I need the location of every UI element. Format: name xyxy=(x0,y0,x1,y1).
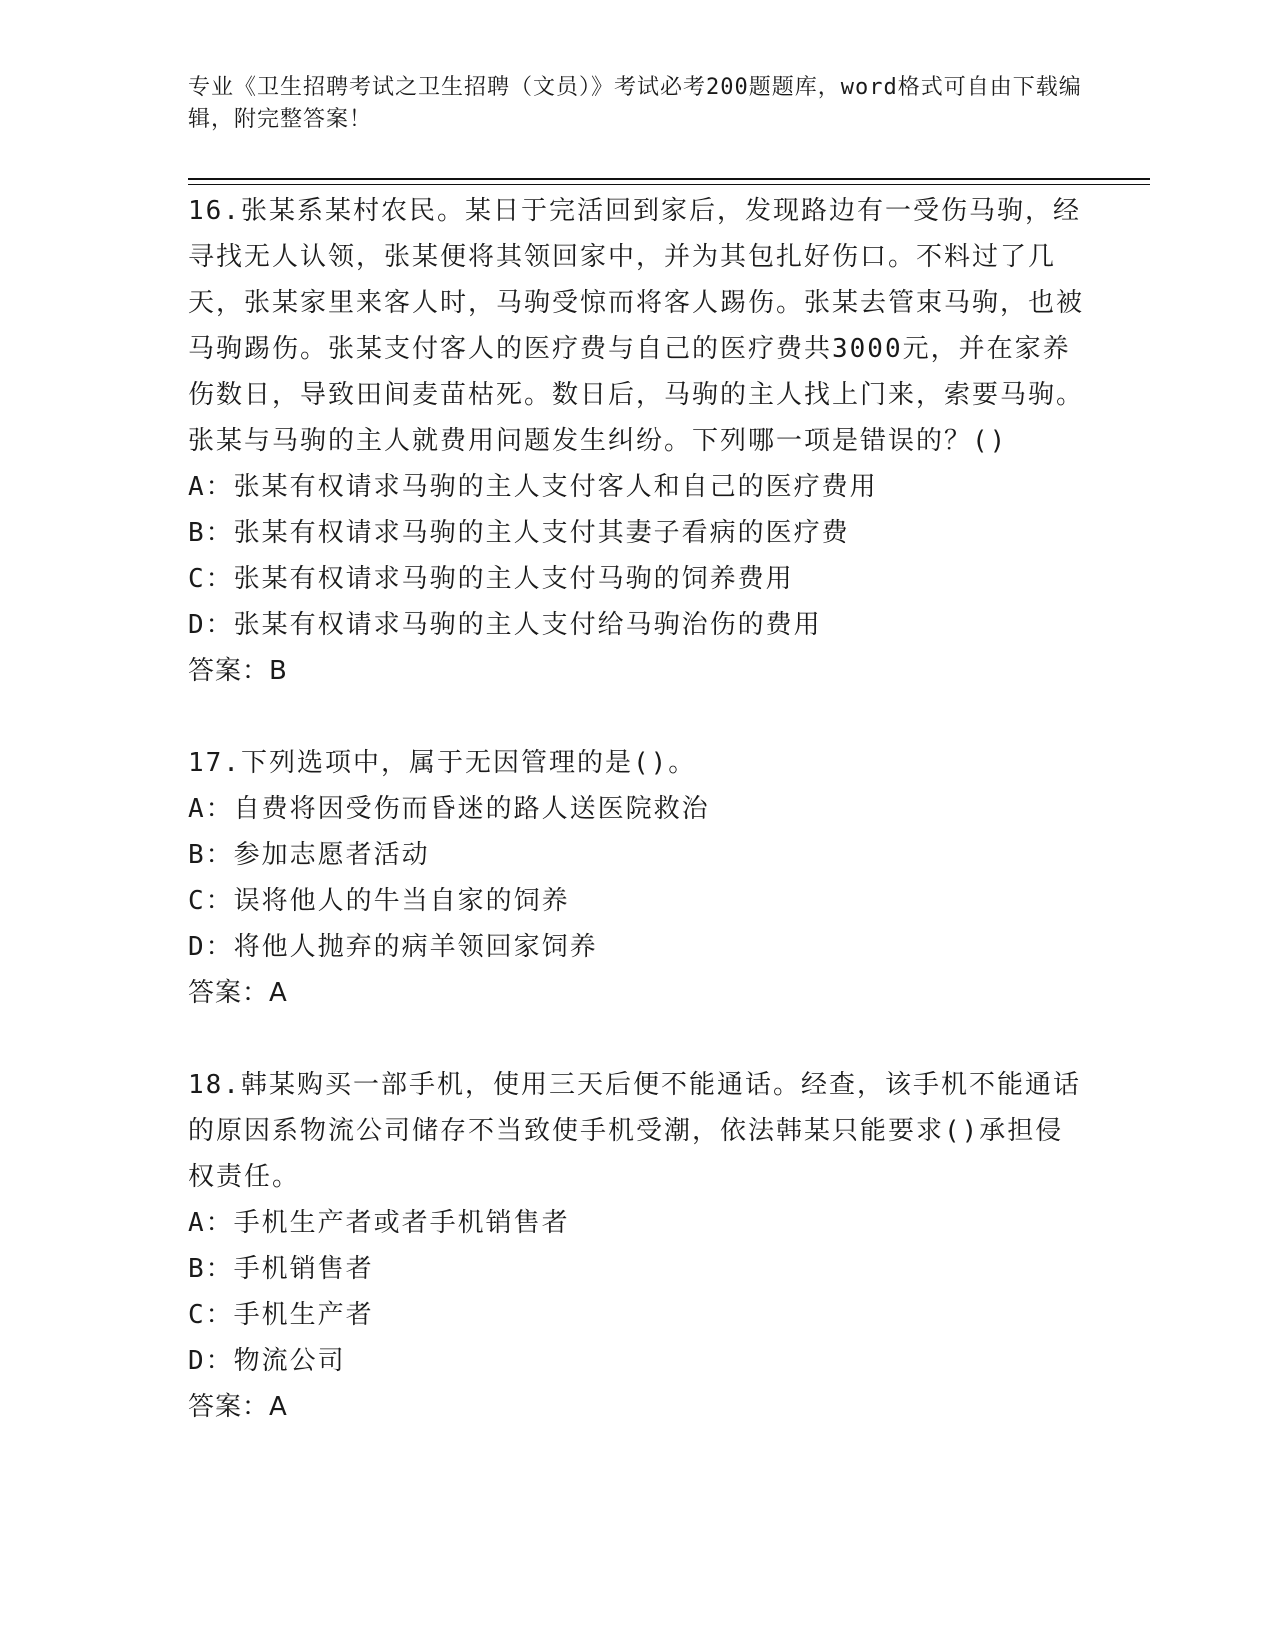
option-d: D：将他人抛弃的病羊领回家饲养 xyxy=(188,932,598,962)
header-divider-thin xyxy=(188,184,1150,185)
option-a: A：张某有权请求马驹的主人支付客人和自己的医疗费用 xyxy=(188,472,878,502)
option-d: D：张某有权请求马驹的主人支付给马驹治伤的费用 xyxy=(188,610,822,640)
question-text: 17.下列选项中，属于无因管理的是()。 xyxy=(188,748,697,778)
answer-label: 答案：B xyxy=(188,656,288,686)
option-c: C：张某有权请求马驹的主人支付马驹的饲养费用 xyxy=(188,564,794,594)
question-list xyxy=(188,188,1088,1476)
option-d: D：物流公司 xyxy=(188,1346,346,1376)
option-b: B：手机销售者 xyxy=(188,1254,374,1284)
option-a: A：自费将因受伤而昏迷的路人送医院救治 xyxy=(188,794,710,824)
answer-label: 答案：A xyxy=(188,1392,288,1422)
header-text: 专业《卫生招聘考试之卫生招聘（文员）》考试必考200题题库，word格式可自由下载编辑，附完整答案！ xyxy=(188,75,1082,132)
option-b: B：参加志愿者活动 xyxy=(188,840,430,870)
document-header xyxy=(188,72,1088,136)
option-b: B：张某有权请求马驹的主人支付其妻子看病的医疗费 xyxy=(188,518,850,548)
question-17 xyxy=(188,740,1088,1016)
answer-label: 答案：A xyxy=(188,978,288,1008)
option-a: A：手机生产者或者手机销售者 xyxy=(188,1208,570,1238)
option-c: C：误将他人的牛当自家的饲养 xyxy=(188,886,570,916)
question-text: 18.韩某购买一部手机，使用三天后便不能通话。经查，该手机不能通话的原因系物流公司储存不当致使手机受潮，依法韩某只能要求()承担侵权责任。 xyxy=(188,1070,1081,1192)
question-18 xyxy=(188,1062,1088,1430)
question-text: 16.张某系某村农民。某日于完活回到家后，发现路边有一受伤马驹，经寻找无人认领，张某便将其领回家中，并为其包扎好伤口。不料过了几天，张某家里来客人时，马驹受惊而将客人踢伤。张某去管束马驹，也被马驹踢伤。张某支付客人的医疗费与自己的医疗费共3000元，并在家养伤数日，导致田间麦苗枯死。数日后，马驹的主人找上门来，索要马驹。张某与马驹的主人就费用问题发生纠纷。下列哪一项是错误的？() xyxy=(188,196,1085,456)
header-divider-thick xyxy=(188,178,1150,180)
option-c: C：手机生产者 xyxy=(188,1300,374,1330)
question-16 xyxy=(188,188,1088,694)
